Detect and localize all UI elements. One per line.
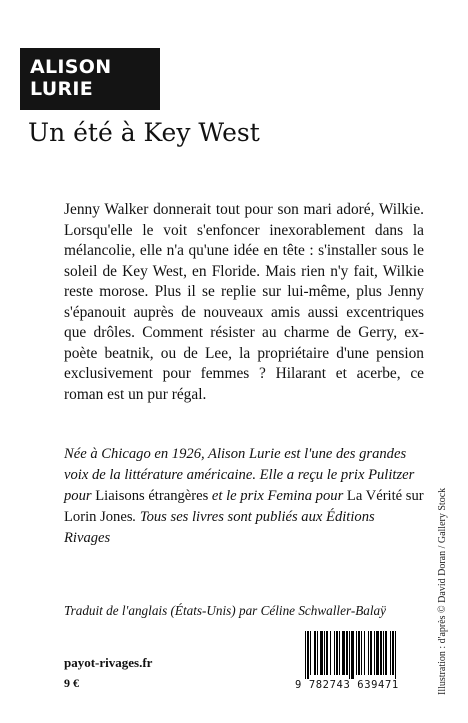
bio-book-1: Liaisons étrangères xyxy=(95,488,209,504)
book-title: Un été à Key West xyxy=(28,118,260,147)
translator-credit: Traduit de l'anglais (États-Unis) par Céline Schwaller-Balaÿ xyxy=(64,603,386,618)
barcode-bars xyxy=(295,631,423,679)
barcode-number: 9 782743 639471 xyxy=(295,679,399,691)
bio-text-1: Née à Chicago en 1926, Alison Lurie est l'une des grandes voix de la littérature américaine. Elle a reçu le prix Pulitzer pour xyxy=(64,446,415,504)
price: 9 € xyxy=(64,676,79,690)
bio-text-2: et le prix Femina pour xyxy=(208,488,347,504)
barcode xyxy=(295,631,423,691)
author-name-box xyxy=(20,48,160,110)
book-blurb: Jenny Walker donnerait tout pour son mari adoré, Wilkie. Lorsqu'elle le voit s'enfoncer inexorablement dans la mélancolie, elle n'a qu'une idée en tête : s'installer sous le soleil de Key West, en Floride. Mais rien n'y fait, Wilkie reste morose. Plus il se replie sur lui-même, plus Jenny s'épanouit auprès de nouveaux amis aussi excentriques que drôles. Comment résister au charme de Gerry, ex-poète beatnik, ou de Lee, la propriétaire d'une pension exclusivement pour femmes ? Hilarant et acerbe, ce roman est un pur régal. xyxy=(64,201,424,403)
illustration-credit: Illustration : d'après © David Doran / Gallery Stock xyxy=(437,487,448,695)
publisher-website: payot-rivages.fr xyxy=(64,655,153,670)
bio-book-2: La Vérité sur Lorin Jones xyxy=(64,488,424,525)
author-first-name: ALISON xyxy=(30,56,112,78)
bio-text-3: . Tous ses livres sont publiés aux Éditions Rivages xyxy=(64,509,375,546)
author-last-name: LURIE xyxy=(30,78,94,100)
author-bio xyxy=(64,444,424,549)
